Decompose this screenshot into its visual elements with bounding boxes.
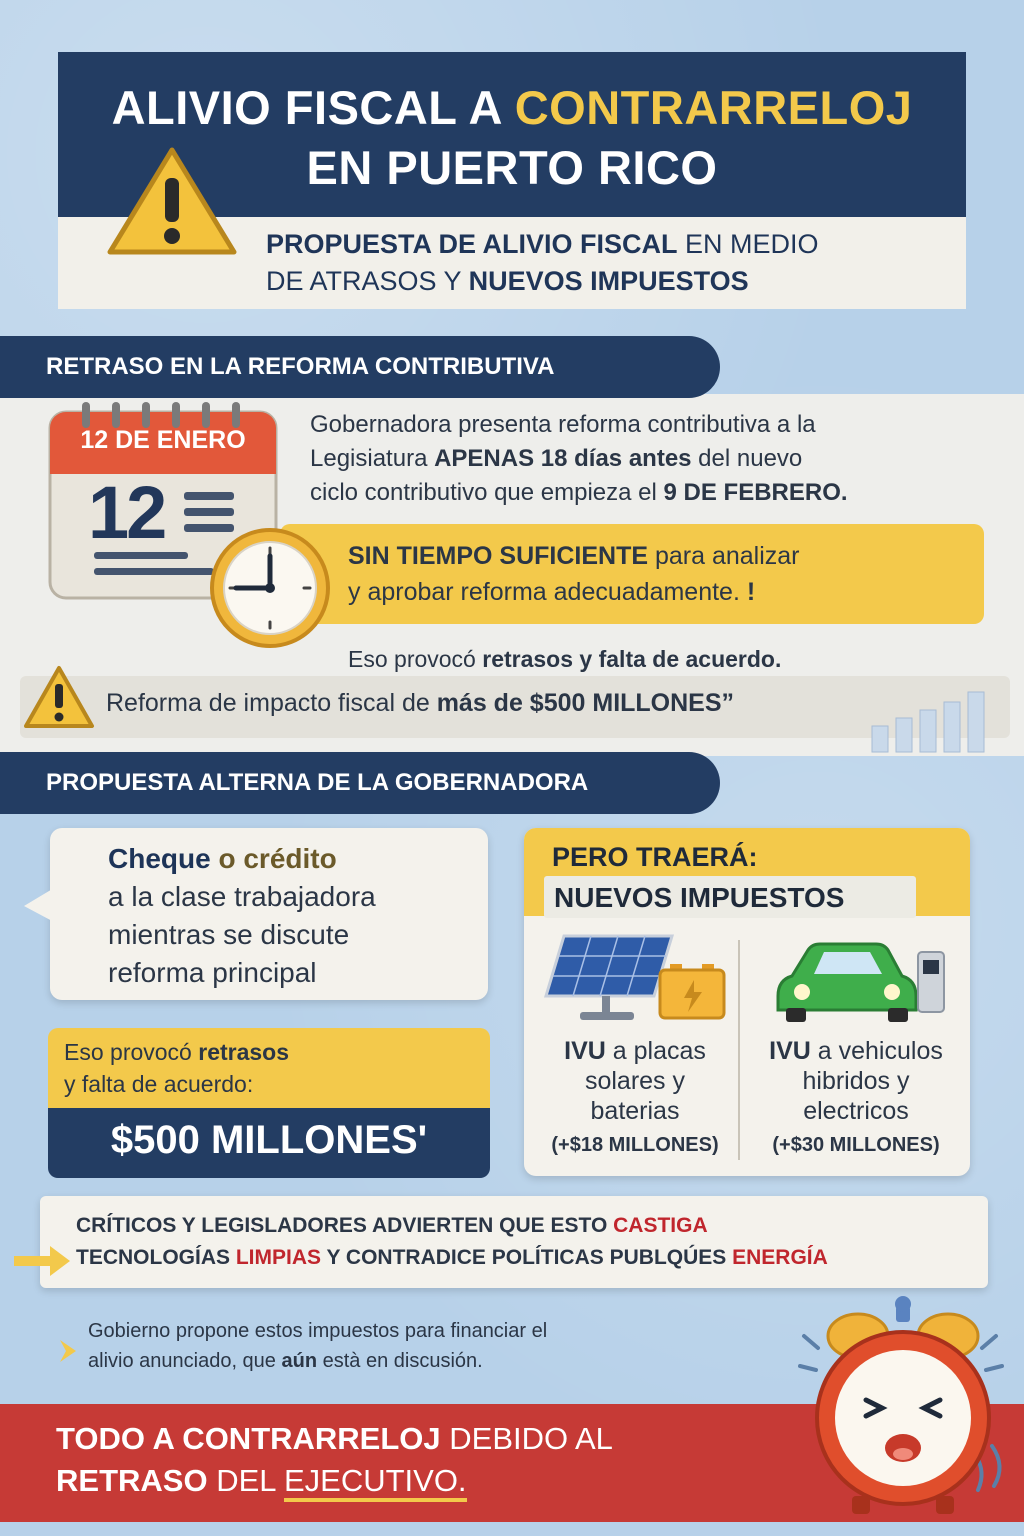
electric-car-icon xyxy=(768,936,948,1026)
note-text: Gobierno propone estos impuestos para financiar el alivio anunciado, que aún està en discusión. xyxy=(88,1320,548,1372)
tax1-text: IVU a placas solares y baterias (+$18 MILLONES) xyxy=(551,1037,719,1156)
impact-text: Reforma de impacto fiscal de más de $500 MILLONES” xyxy=(106,689,735,717)
speech-pointer xyxy=(22,884,54,924)
calendar-month: 12 DE ENERO xyxy=(80,426,246,454)
section1-intro: Gobernadora presenta reforma contributiva a la Legisiatura APENAS 18 días antes del nuevo ciclo contributivo que empieza el 9 DE FEBRERO. xyxy=(310,411,848,506)
footer-text: TODO A CONTRARRELOJ DEBIDO AL RETRASO DEL EJECUTIVO. xyxy=(56,1418,613,1502)
bar-chart-icon xyxy=(862,684,1002,754)
taxes-divider xyxy=(738,940,740,1160)
page-title-line2: EN PUERTO RICO xyxy=(306,141,718,194)
battery-icon xyxy=(656,962,728,1022)
tax2-text: IVU a vehiculos hibridos y electricos (+$30 MILLONES) xyxy=(769,1037,943,1156)
critics-text: CRÍTICOS Y LEGISLADORES ADVIERTEN QUE ESTO CASTIGA TECNOLOGÍAS LIMPIAS Y CONTRADICE POLÍTICAS PUBLQÚES ENERGÍA xyxy=(76,1214,828,1269)
section1-result: Eso provocó retrasos y falta de acuerdo. xyxy=(348,646,782,672)
warning-icon xyxy=(104,144,240,260)
taxes-head2: NUEVOS IMPUESTOS xyxy=(554,882,845,913)
chevron-right-icon xyxy=(58,1338,78,1364)
section1-banner: RETRASO EN LA REFORMA CONTRIBUTIVA xyxy=(0,336,720,398)
calendar-day: 12 xyxy=(88,471,165,554)
clock-icon xyxy=(206,526,336,648)
page-title-line1: ALIVIO FISCAL A CONTRARRELOJ xyxy=(111,81,913,134)
cheque-text: Cheque o crédito a la clase trabajadora mientras se discute reforma principal xyxy=(108,843,376,988)
warning-icon xyxy=(22,664,96,730)
alarm-clock-icon xyxy=(796,1296,1010,1522)
section2-banner: PROPUESTA ALTERNA DE LA GOBERNADORA xyxy=(0,752,720,814)
taxes-head1: PERO TRAERÁ: xyxy=(552,842,758,872)
cost-amount: $500 MILLONES' xyxy=(110,1118,428,1162)
arrow-icon xyxy=(12,1244,72,1278)
page-subtitle: PROPUESTA DE ALIVIO FISCAL EN MEDIO DE ATRASOS Y NUEVOS IMPUESTOS xyxy=(266,229,819,296)
cost-text: Eso provocó retrasos y falta de acuerdo: xyxy=(64,1039,290,1097)
warning-callout-text: SIN TIEMPO SUFICIENTE para analizar y aprobar reforma adecuadamente. ! xyxy=(348,542,800,606)
